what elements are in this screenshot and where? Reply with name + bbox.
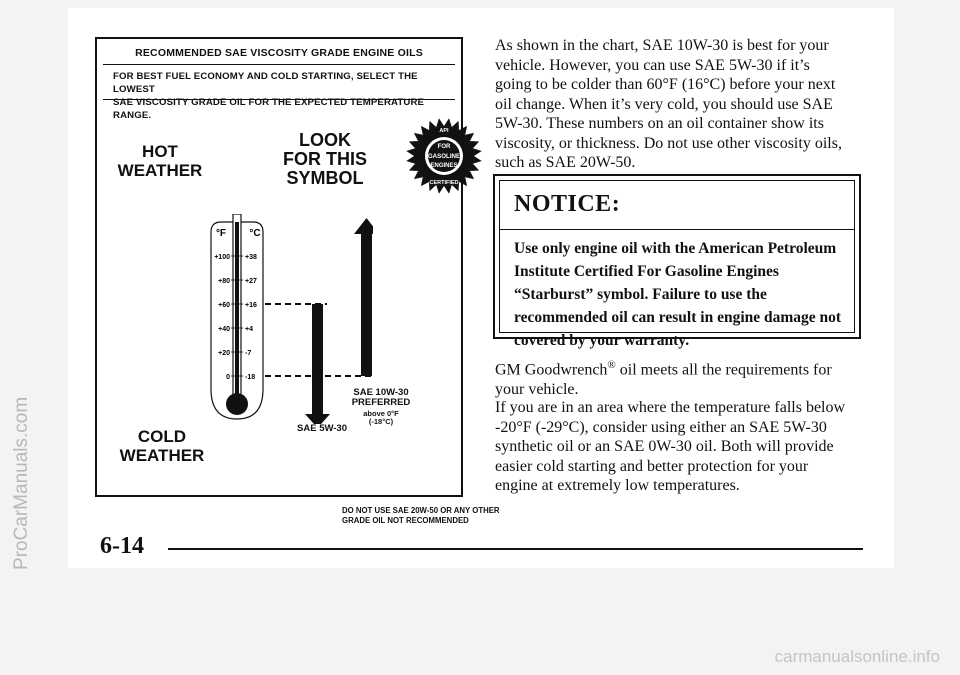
preferred-label: PREFERRED <box>351 397 411 408</box>
tick-label-c: +27 <box>245 278 257 285</box>
goodwrench-text: GM Goodwrench <box>495 361 608 379</box>
seal-bottom: CERTIFIED <box>429 180 459 186</box>
starburst-ray <box>436 118 444 127</box>
tick-label-c: +16 <box>245 302 257 309</box>
chart-divider <box>103 99 455 100</box>
tick-label-f: 0 <box>226 374 230 381</box>
seal-for: FOR <box>437 144 451 150</box>
paragraph-goodwrench <box>495 356 847 399</box>
hot-label-line2: WEATHER <box>117 161 203 180</box>
hot-label-line1: HOT <box>142 142 178 161</box>
tick-label-f: +100 <box>214 254 230 261</box>
chart-subtitle-line2: SAE VISCOSITY GRADE OIL FOR THE EXPECTED TEMPERATURE RANGE. <box>113 97 425 121</box>
cold-label-line1: COLD <box>137 427 187 446</box>
seal-top: API <box>439 128 449 134</box>
tick-label-c: -7 <box>245 350 252 357</box>
tick-label-f: +60 <box>218 302 230 309</box>
goodwrench-text-rest: oil meets all the requirements for your vehicle. <box>495 361 832 398</box>
chart-footnote <box>342 506 557 526</box>
tick-label-f: +40 <box>218 326 230 333</box>
page-footer-rule <box>168 548 863 550</box>
look-label-line3: SYMBOL <box>286 168 364 188</box>
sae-5w30-bar <box>312 304 323 414</box>
starburst-ray <box>436 185 444 194</box>
site-watermark: carmanualsonline.info <box>774 647 940 666</box>
oil-viscosity-chart <box>95 37 500 525</box>
above-celsius-label: (-18°C) <box>368 417 394 426</box>
starburst-ray <box>406 156 415 164</box>
starburst-ray <box>473 156 482 164</box>
chart-subtitle <box>113 70 453 122</box>
seal-gasoline: GASOLINE <box>427 153 461 160</box>
tick-label-c: -18 <box>245 374 256 381</box>
cold-label-line2: WEATHER <box>119 446 205 465</box>
starburst-ray <box>473 148 482 156</box>
unit-celsius: °C <box>249 228 261 239</box>
paragraph-cold-climate: If you are in an area where the temperature falls below -20°F (-29°C), consider using either an SAE 5W-30 synthetic oil or an SAE 0W-30 oil. Both will provide easier cold starting and better protection for your engine at extremely low temperatures. <box>495 399 846 494</box>
sae-10w30-bar <box>361 234 372 376</box>
chart-title: RECOMMENDED SAE VISCOSITY GRADE ENGINE OILS <box>135 47 423 59</box>
cold-weather-label <box>107 427 217 465</box>
footnote-line2: GRADE OIL NOT RECOMMENDED <box>342 516 469 525</box>
starburst-ray <box>444 185 452 194</box>
api-starburst-icon <box>405 117 483 195</box>
look-for-symbol-label <box>265 131 385 188</box>
tick-label-f: +20 <box>218 350 230 357</box>
starburst-ray <box>444 118 452 127</box>
notice-body: Use only engine oil with the American Petroleum Institute Certified For Gasoline Engines “Starburst” symbol. Failure to use the recommended oil can result in engine damage not covered by your warranty. <box>514 240 842 349</box>
footnote-line1: DO NOT USE SAE 20W-50 OR ANY OTHER <box>342 506 500 515</box>
notice-title: NOTICE: <box>514 191 621 217</box>
chart-subtitle-line1: FOR BEST FUEL ECONOMY AND COLD STARTING, SELECT THE LOWEST <box>113 71 418 95</box>
starburst-ray <box>406 148 415 156</box>
notice-inner-frame <box>499 180 855 349</box>
registered-mark: ® <box>607 359 616 371</box>
above-label: above 0°F <box>363 409 399 418</box>
page-number: 6-14 <box>100 533 144 559</box>
hot-weather-label <box>105 142 215 180</box>
notice-box <box>493 174 861 349</box>
chart-divider <box>103 64 455 65</box>
tick-label-c: +4 <box>245 326 253 333</box>
sae-5w30-label: SAE 5W-30 <box>297 423 347 434</box>
thermometer-graphic <box>193 214 373 424</box>
tick-label-f: +80 <box>218 278 230 285</box>
thermometer-mercury <box>235 222 239 400</box>
notice-divider <box>500 229 854 230</box>
seal-engines: ENGINES <box>430 163 458 169</box>
paragraph-chart-explanation: As shown in the chart, SAE 10W-30 is best for your vehicle. However, you can use SAE 5W-30 if it’s going to be colder than 60°F (16°C) before your next oil change. When it’s very cold, you should use SAE 5W-30. These numbers on an oil container show its viscosity, or thickness. Do not use other viscosity oils, such as SAE 20W-50. <box>495 37 842 171</box>
look-label-line2: FOR THIS <box>283 149 367 169</box>
unit-fahrenheit: °F <box>215 228 227 239</box>
side-watermark: ProCarManuals.com <box>11 396 32 570</box>
thermometer-bulb <box>226 393 248 415</box>
sae-10w30-label: SAE 10W-30 <box>353 387 409 398</box>
tick-label-c: +38 <box>245 254 257 261</box>
sae-10w30-arrow <box>354 218 373 234</box>
look-label-line1: LOOK <box>299 130 351 150</box>
